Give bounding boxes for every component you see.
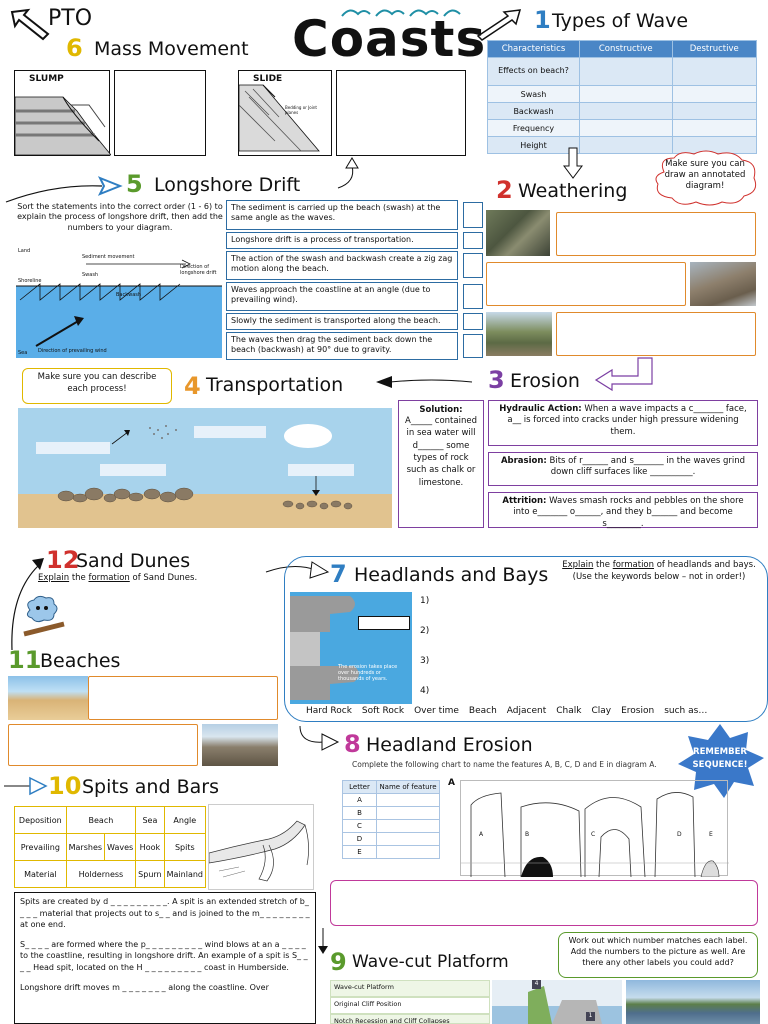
transport-label-box-1[interactable] bbox=[36, 442, 110, 454]
weathering-photo-2 bbox=[690, 262, 756, 306]
ld-label-swash: Swash bbox=[82, 272, 99, 278]
hb-keyword: Soft Rock bbox=[361, 706, 405, 716]
sd-suffix: of Sand Dunes. bbox=[132, 573, 198, 583]
transport-title: Transportation bbox=[206, 374, 344, 396]
wavecut-num-4: 4 bbox=[532, 980, 541, 989]
ld-label-backwash: Backwash bbox=[116, 292, 142, 298]
ld-order-box[interactable] bbox=[463, 253, 483, 278]
spits-text-1: Spits are created by d _ _ _ _ _ _ _ _ _. A spit is an extended stretch of b_ _ _ _ material that projects out to s_ _ and is joined to the m_ _ _ _ _ _ _ _ at one end. bbox=[20, 897, 310, 930]
slide-answer-box[interactable] bbox=[336, 70, 466, 156]
solution-text: A_____ contained in sea water will d______ some types of rock such as chalk or limestone. bbox=[405, 416, 477, 488]
ld-order-box[interactable] bbox=[463, 313, 483, 330]
longshore-number: 5 bbox=[126, 170, 143, 198]
headlands-diagram bbox=[290, 592, 412, 704]
wave-col-characteristics: Characteristics bbox=[488, 41, 580, 58]
erosion-title: Erosion bbox=[510, 370, 580, 392]
spit-keyword: Sea bbox=[136, 807, 164, 834]
headland-diagram bbox=[460, 780, 728, 876]
ld-label-shoreline: Shoreline bbox=[18, 278, 42, 284]
feat-letter: A bbox=[343, 794, 377, 807]
sd-the: the bbox=[71, 573, 86, 583]
beaches-photo-2 bbox=[202, 724, 278, 766]
hb-keyword: Clay bbox=[591, 706, 612, 716]
headland-erosion-instruction: Complete the following chart to name the features A, B, C, D and E in diagram A. bbox=[352, 760, 657, 769]
abrasion-box bbox=[488, 452, 758, 486]
headlands-title: Headlands and Bays bbox=[354, 564, 549, 586]
wavecut-diagram bbox=[492, 980, 622, 1024]
headlands-step-1: 1) bbox=[420, 596, 430, 606]
longshore-instructions: Sort the statements into the correct order (1 - 6) to explain the process of longshore drift, then add the numbers to your diagram. bbox=[17, 202, 223, 232]
ld-statement: Longshore drift is a process of transportation. bbox=[226, 232, 458, 249]
abrasion-text: Bits of r______ and s_______ in the waves grind down cliff surfaces like __________. bbox=[549, 456, 746, 478]
wave-row-effects: Effects on beach? bbox=[488, 58, 580, 86]
transport-label-box-3[interactable] bbox=[100, 464, 166, 476]
cloud-note bbox=[650, 150, 760, 206]
wavecut-title: Wave-cut Platform bbox=[352, 952, 509, 972]
hb-keyword: such as… bbox=[664, 706, 708, 716]
spits-text-2: S_ _ _ _ are formed where the p_ _ _ _ _ _ _ _ _ wind blows at an a _ _ _ _ to the coastline, resulting in longshore drift. An example of a spit is S_ _ _ _ Head spit, located on the H _ _ _ _ _ _ _ _ _ coast in Humberside. bbox=[20, 939, 308, 972]
solution-box bbox=[398, 400, 484, 528]
ld-order-box[interactable] bbox=[463, 202, 483, 228]
spit-keyword: Marshes bbox=[66, 834, 104, 861]
curly-up-arrow-icon bbox=[334, 156, 364, 192]
ld-statement bbox=[226, 251, 458, 280]
wave-row-swash: Swash bbox=[488, 86, 580, 103]
wavecut-label-row bbox=[330, 1014, 490, 1024]
spit-keyword: Spurn bbox=[136, 861, 164, 888]
wave-cell[interactable] bbox=[580, 120, 673, 137]
hb-explain: Explain bbox=[562, 560, 594, 570]
feat-letter: B bbox=[343, 807, 377, 820]
spit-keyword: Deposition bbox=[15, 807, 67, 834]
spit-keyword: Prevailing bbox=[15, 834, 67, 861]
attrition-box bbox=[488, 492, 758, 528]
wave-row-frequency: Frequency bbox=[488, 120, 580, 137]
spits-keywords-table bbox=[14, 806, 206, 888]
transport-label-box-4[interactable] bbox=[288, 464, 354, 476]
wavecut-label-row bbox=[330, 997, 490, 1014]
transport-note-text: Make sure you can describe each process! bbox=[37, 372, 157, 394]
ld-statement: Slowly the sediment is transported along the beach. bbox=[226, 313, 458, 330]
attrition-text: Waves smash rocks and pebbles on the shore into e_______ o______, and they b______ and become s________. bbox=[513, 496, 744, 529]
wavecut-label: Notch Recession and Cliff Collapses bbox=[334, 1017, 450, 1024]
longshore-title: Longshore Drift bbox=[154, 174, 301, 196]
wave-cell[interactable] bbox=[672, 103, 757, 120]
wavecut-label: Wave-cut Platform bbox=[334, 983, 394, 991]
ld-label-land: Land bbox=[18, 248, 31, 254]
feature-table bbox=[342, 780, 440, 859]
headlands-number: 7 bbox=[330, 560, 347, 588]
hb-keyword: Beach bbox=[468, 706, 497, 716]
longshore-diagram bbox=[16, 246, 222, 358]
spit-keyword: Waves bbox=[105, 834, 136, 861]
spits-text-box bbox=[14, 892, 316, 1024]
hb-keyword: Chalk bbox=[556, 706, 582, 716]
feat-answer[interactable] bbox=[377, 807, 440, 820]
headland-answer-box[interactable] bbox=[330, 880, 758, 926]
slump-label: SLUMP bbox=[29, 74, 64, 84]
weathering-number: 2 bbox=[496, 176, 513, 204]
wave-cell[interactable] bbox=[672, 86, 757, 103]
wave-cell[interactable] bbox=[580, 103, 673, 120]
sand-dunes-number: 12 bbox=[46, 546, 80, 574]
diagram-letter-b: B bbox=[525, 831, 530, 838]
weathering-photo-3 bbox=[486, 312, 552, 356]
hb-the: the bbox=[596, 560, 610, 570]
headlands-diagram-note: The erosion takes place over hundreds or thousands of years. bbox=[338, 664, 398, 682]
diagram-letter-c: C bbox=[591, 831, 596, 838]
ld-label-direction: Direction of longshore drift bbox=[180, 264, 217, 276]
spit-keyword: Holderness bbox=[66, 861, 136, 888]
pto-label: PTO bbox=[48, 6, 93, 31]
types-wave-title: Types of Wave bbox=[552, 10, 689, 32]
wave-row-backwash: Backwash bbox=[488, 103, 580, 120]
wind-mascot-icon bbox=[20, 594, 68, 638]
ld-statement: Waves approach the coastline at an angle (due to prevailing wind). bbox=[226, 282, 458, 311]
wave-row-height: Height bbox=[488, 137, 580, 154]
headland-erosion-number: 8 bbox=[344, 730, 361, 758]
feat-answer[interactable] bbox=[377, 846, 440, 859]
wavecut-photo bbox=[626, 980, 760, 1024]
feat-letter: E bbox=[343, 846, 377, 859]
hb-keyword: Adjacent bbox=[506, 706, 547, 716]
headlands-label-box[interactable] bbox=[358, 616, 410, 630]
feat-col-name: Name of feature bbox=[377, 781, 440, 794]
beaches-title: Beaches bbox=[40, 650, 121, 672]
spits-title: Spits and Bars bbox=[82, 776, 219, 798]
diagram-letter-d: D bbox=[677, 831, 682, 838]
wavecut-note-text: Work out which number matches each label. Add the numbers to the picture as well. Are there any other labels you could add? bbox=[568, 936, 748, 967]
beaches-answer-2[interactable] bbox=[8, 724, 198, 766]
feat-answer[interactable] bbox=[377, 820, 440, 833]
abrasion-heading: Abrasion: bbox=[500, 456, 547, 466]
headland-erosion-title: Headland Erosion bbox=[366, 734, 533, 756]
spits-number: 10 bbox=[48, 772, 82, 800]
hydraulic-box bbox=[488, 400, 758, 446]
down-arrow-icon bbox=[562, 146, 584, 180]
hb-formation: formation bbox=[612, 560, 655, 570]
weathering-photo-1 bbox=[486, 210, 550, 256]
attrition-heading: Attrition: bbox=[502, 496, 547, 506]
ld-statement: The sediment is carried up the beach (swash) at the same angle as the waves. bbox=[226, 200, 458, 230]
wavecut-labels-table bbox=[330, 980, 490, 1024]
transport-diagram bbox=[18, 408, 392, 528]
ld-order-box[interactable] bbox=[463, 334, 483, 358]
wave-col-destructive: Destructive bbox=[672, 41, 757, 58]
ld-label-sea: Sea bbox=[18, 350, 28, 356]
spit-diagram bbox=[208, 804, 314, 890]
headlands-instruction bbox=[556, 560, 762, 584]
transport-label-box-2[interactable] bbox=[194, 426, 266, 438]
ld-order-box[interactable] bbox=[463, 232, 483, 249]
beaches-number: 11 bbox=[8, 646, 42, 674]
beaches-photo-1 bbox=[8, 676, 88, 720]
mass-movement-number: 6 bbox=[66, 34, 83, 62]
sd-formation: formation bbox=[88, 573, 130, 583]
transport-note-box bbox=[22, 368, 172, 404]
spit-keyword: Angle bbox=[164, 807, 205, 834]
diagram-letter-a: A bbox=[479, 831, 484, 838]
ld-label-wind: Direction of prevailing wind bbox=[38, 348, 107, 354]
cloud-note-text: Make sure you can draw an annotated diagram! bbox=[664, 159, 746, 192]
types-wave-number: 1 bbox=[534, 6, 551, 34]
solution-heading: Solution: bbox=[419, 405, 463, 415]
wave-table bbox=[487, 40, 757, 154]
ld-statement: The waves then drag the sediment back down the beach (backwash) at 90° due to gravity. bbox=[226, 332, 458, 360]
hydraulic-heading: Hydraulic Action: bbox=[499, 404, 582, 414]
headlands-step-2: 2) bbox=[420, 626, 430, 636]
wave-col-constructive: Constructive bbox=[580, 41, 673, 58]
spit-keyword: Hook bbox=[136, 834, 164, 861]
slide-note: Bedding or Joint planes bbox=[285, 105, 317, 115]
sand-dunes-title: Sand Dunes bbox=[76, 550, 191, 572]
ld-label-sediment: Sediment movement bbox=[82, 254, 135, 260]
feat-letter: D bbox=[343, 833, 377, 846]
erosion-number: 3 bbox=[488, 366, 505, 394]
wave-cell[interactable] bbox=[580, 86, 673, 103]
wave-cell[interactable] bbox=[672, 58, 757, 86]
spit-keyword: Material bbox=[15, 861, 67, 888]
feat-answer[interactable] bbox=[377, 833, 440, 846]
headlands-keywords bbox=[306, 706, 746, 716]
mass-movement-title: Mass Movement bbox=[94, 38, 249, 60]
wavecut-note-box bbox=[558, 932, 758, 978]
wavecut-down-arrow-icon bbox=[316, 926, 330, 956]
weathering-answer-1[interactable] bbox=[556, 212, 756, 256]
diagram-letter-e: E bbox=[709, 831, 713, 838]
slide-label: SLIDE bbox=[253, 74, 283, 84]
hydraulic-text: When a wave impacts a c_______ face, a__ is forced into cracks under high pressure widening them. bbox=[507, 404, 747, 437]
feat-answer[interactable] bbox=[377, 794, 440, 807]
longshore-arrow-icon bbox=[4, 170, 124, 206]
headland-erosion-arrow-icon bbox=[296, 724, 342, 754]
slump-diagram bbox=[14, 70, 110, 156]
ld-statement-text: The action of the swash and backwash create a zig zag motion along the beach. bbox=[231, 254, 453, 273]
types-wave-arrow-icon bbox=[474, 6, 524, 42]
spit-keyword: Mainland bbox=[164, 861, 205, 888]
page-title: Coasts bbox=[292, 10, 487, 68]
hb-keyword: Hard Rock bbox=[306, 706, 352, 716]
wavecut-label-row bbox=[330, 980, 490, 997]
spit-keyword: Spits bbox=[164, 834, 205, 861]
weathering-title: Weathering bbox=[518, 180, 628, 202]
left-arrow-icon bbox=[372, 372, 476, 390]
wave-cell[interactable] bbox=[580, 58, 673, 86]
wavecut-number: 9 bbox=[330, 948, 347, 976]
wavecut-label: Original Cliff Position bbox=[334, 1000, 402, 1008]
sand-dunes-instruction bbox=[38, 573, 197, 583]
spits-arrow-icon bbox=[2, 776, 48, 796]
ld-order-box[interactable] bbox=[463, 284, 483, 309]
sequence-badge-text: REMEMBER SEQUENCE! bbox=[692, 747, 748, 770]
feat-col-letter: Letter bbox=[343, 781, 377, 794]
weathering-answer-2[interactable] bbox=[486, 262, 686, 306]
feat-letter: C bbox=[343, 820, 377, 833]
slide-diagram bbox=[238, 70, 332, 156]
spits-text-3: Longshore drift moves m _ _ _ _ _ _ _ along the coastline. Over bbox=[20, 982, 269, 992]
spit-keyword: Beach bbox=[66, 807, 136, 834]
sd-explain: Explain bbox=[38, 573, 70, 583]
hb-keyword: Over time bbox=[414, 706, 459, 716]
hb-keyword: Erosion bbox=[621, 706, 655, 716]
beaches-answer-1[interactable] bbox=[88, 676, 278, 720]
hb-rest: of headlands and bays. (Use the keywords below – not in order!) bbox=[572, 560, 756, 582]
erosion-arrow-icon bbox=[594, 352, 656, 392]
wavecut-num-1: 1 bbox=[586, 1012, 595, 1021]
headland-diagram-label: A bbox=[448, 778, 455, 788]
transport-number: 4 bbox=[184, 372, 201, 400]
slump-answer-box[interactable] bbox=[114, 70, 206, 156]
weathering-answer-3[interactable] bbox=[556, 312, 756, 356]
headlands-step-3: 3) bbox=[420, 656, 430, 666]
headlands-step-4: 4) bbox=[420, 686, 430, 696]
wave-cell[interactable] bbox=[672, 120, 757, 137]
